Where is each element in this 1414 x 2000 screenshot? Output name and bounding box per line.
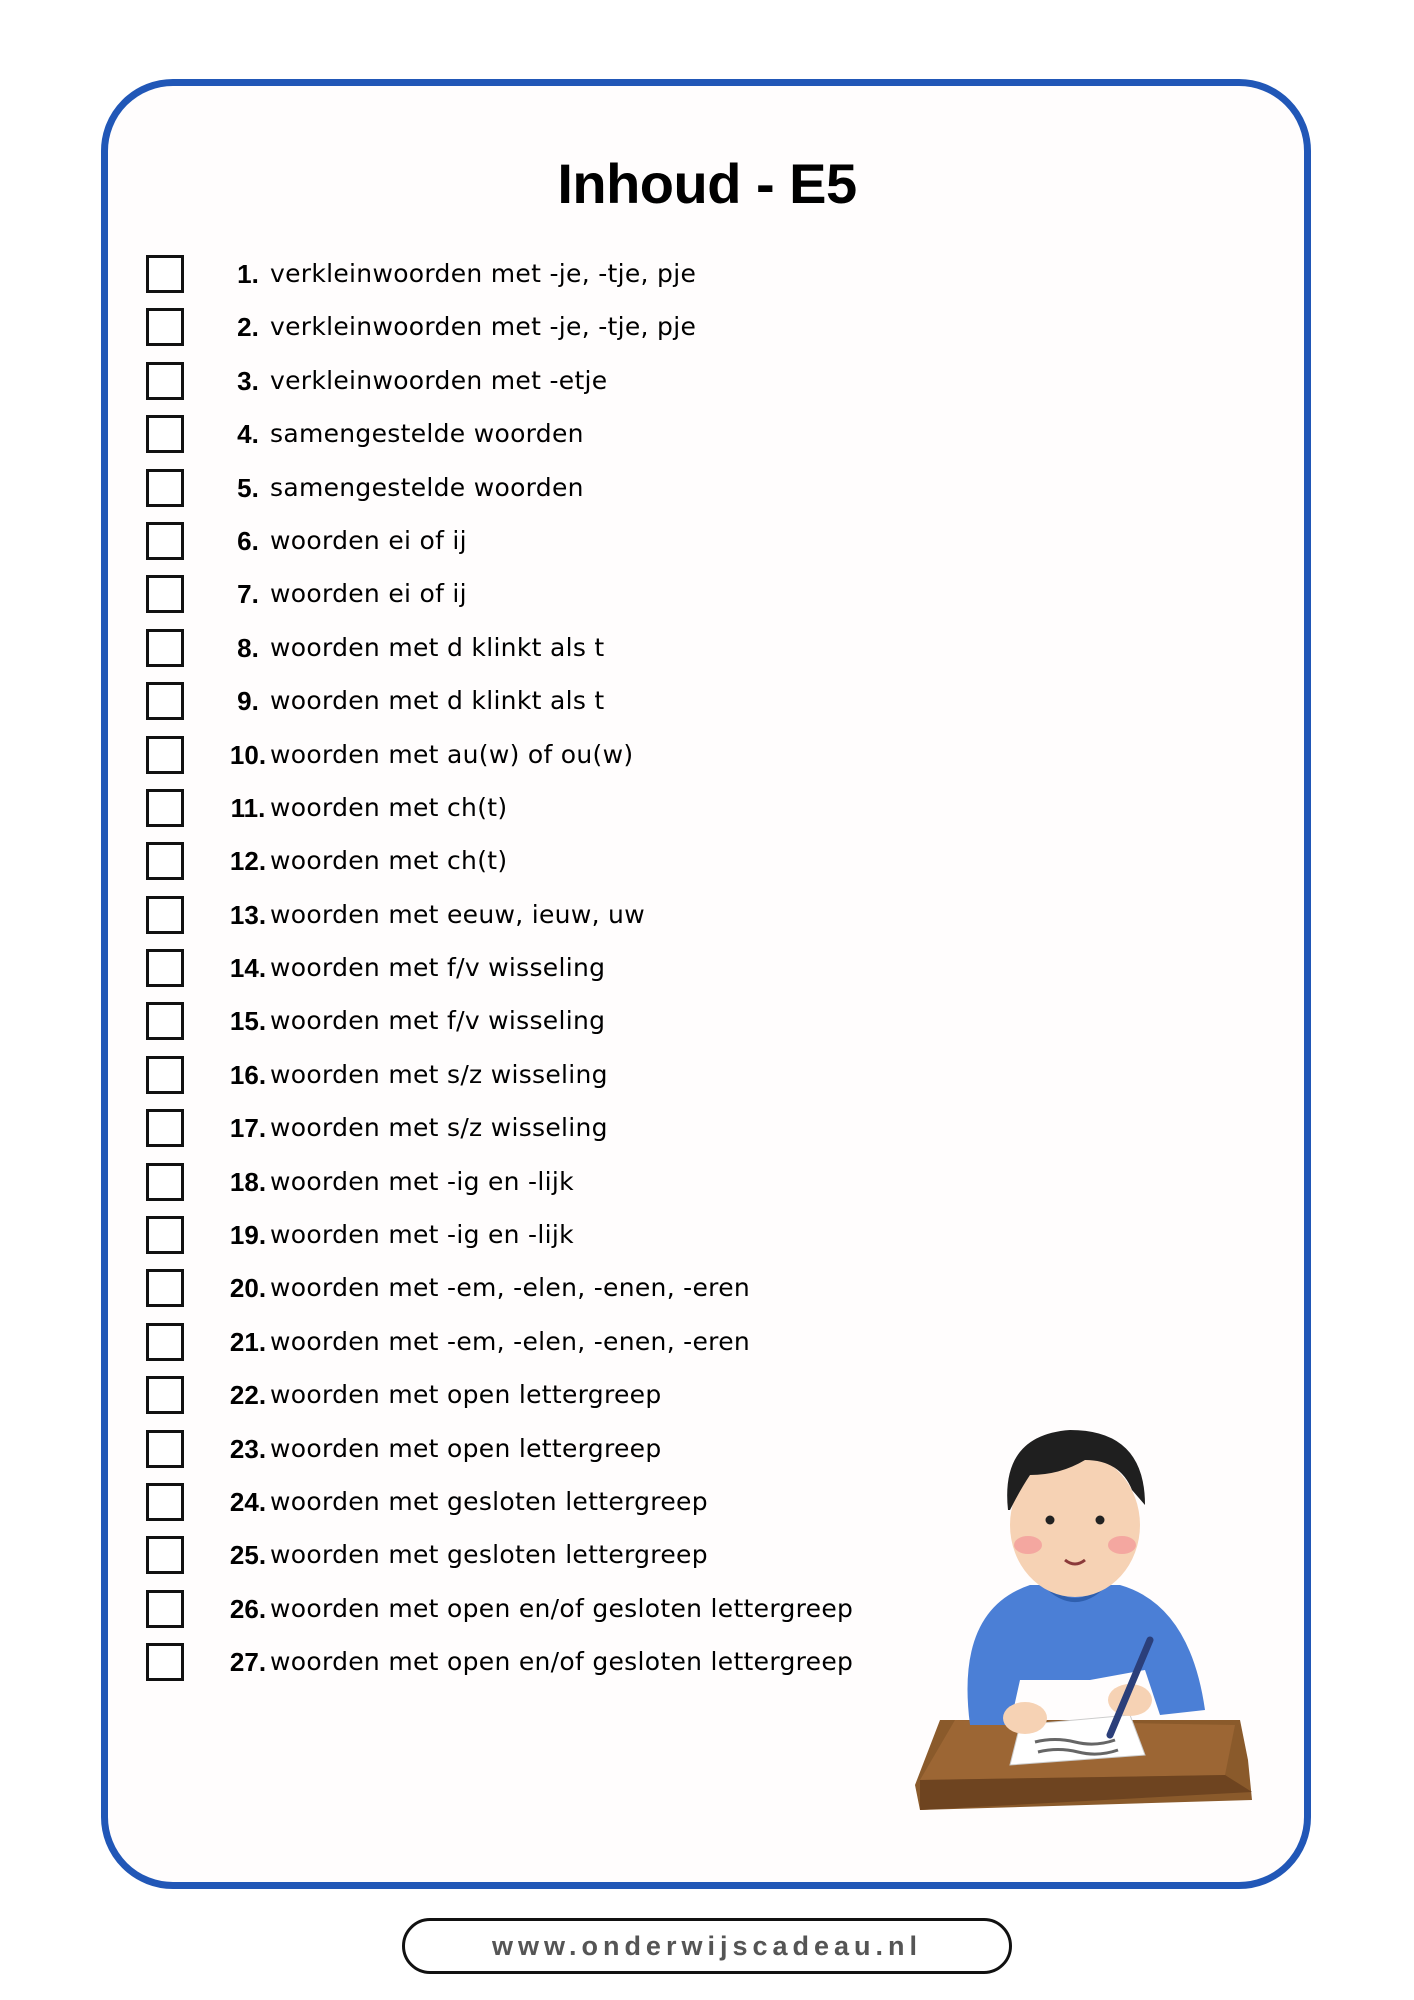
checkbox[interactable] xyxy=(146,415,184,453)
item-number: 19. xyxy=(229,1220,267,1251)
item-label: woorden met au(w) of ou(w) xyxy=(270,739,634,769)
item-number: 16. xyxy=(229,1059,267,1090)
item-number: 21. xyxy=(229,1326,267,1357)
checkbox[interactable] xyxy=(146,575,184,613)
item-label: woorden met open en/of gesloten lettergreep xyxy=(270,1647,854,1677)
checkbox[interactable] xyxy=(146,308,184,346)
item-number: 17. xyxy=(229,1113,267,1144)
item-number: 2. xyxy=(237,312,259,343)
item-number: 5. xyxy=(237,472,259,503)
item-number: 6. xyxy=(237,525,259,556)
item-number: 25. xyxy=(229,1540,267,1571)
checkbox[interactable] xyxy=(146,736,184,774)
item-label: woorden met d klinkt als t xyxy=(270,686,605,716)
footer-website[interactable]: www.onderwijscadeau.nl xyxy=(402,1918,1012,1974)
item-label: woorden met ch(t) xyxy=(270,792,508,822)
item-number: 3. xyxy=(237,365,259,396)
checkbox[interactable] xyxy=(146,949,184,987)
item-number: 1. xyxy=(237,259,259,289)
checkbox[interactable] xyxy=(146,629,184,667)
checkbox[interactable] xyxy=(146,362,184,400)
item-label: woorden ei of ij xyxy=(270,525,467,555)
item-label: woorden met -ig en -lijk xyxy=(270,1220,574,1250)
checkbox[interactable] xyxy=(146,255,184,293)
checkbox[interactable] xyxy=(146,1536,184,1574)
checkbox[interactable] xyxy=(146,789,184,827)
item-label: woorden met f/v wisseling xyxy=(270,953,606,983)
item-label: woorden met gesloten lettergreep xyxy=(270,1540,708,1570)
item-number: 23. xyxy=(229,1433,267,1464)
checkbox[interactable] xyxy=(146,1323,184,1361)
boy-writing-at-desk-icon xyxy=(860,1380,1260,1840)
item-label: woorden met open en/of gesloten lettergreep xyxy=(270,1593,854,1623)
item-number: 4. xyxy=(237,419,259,450)
item-number: 15. xyxy=(229,1006,267,1037)
checkbox[interactable] xyxy=(146,1643,184,1681)
item-label: woorden met open lettergreep xyxy=(270,1380,662,1410)
checkbox[interactable] xyxy=(146,1216,184,1254)
item-number: 22. xyxy=(229,1380,267,1411)
item-label: verkleinwoorden met -je, -tje, pje xyxy=(270,312,697,342)
item-label: woorden met ch(t) xyxy=(270,846,508,876)
item-label: verkleinwoorden met -je, -tje, pje xyxy=(270,259,697,288)
checkbox[interactable] xyxy=(146,1109,184,1147)
item-number: 20. xyxy=(229,1273,267,1304)
item-label: woorden met open lettergreep xyxy=(270,1433,662,1463)
item-number: 7. xyxy=(237,579,259,610)
item-label: woorden met f/v wisseling xyxy=(270,1006,606,1036)
item-label: woorden met eeuw, ieuw, uw xyxy=(270,899,645,929)
checkbox[interactable] xyxy=(146,682,184,720)
item-number: 9. xyxy=(237,686,259,717)
checkbox[interactable] xyxy=(146,1056,184,1094)
item-label: woorden met -ig en -lijk xyxy=(270,1166,574,1196)
checkbox[interactable] xyxy=(146,522,184,560)
item-number: 8. xyxy=(237,632,259,663)
item-number: 18. xyxy=(229,1166,267,1197)
checkbox[interactable] xyxy=(146,1376,184,1414)
checkbox[interactable] xyxy=(146,1002,184,1040)
checkbox[interactable] xyxy=(146,1163,184,1201)
checkbox[interactable] xyxy=(146,896,184,934)
item-label: woorden met s/z wisseling xyxy=(270,1059,608,1089)
checkbox[interactable] xyxy=(146,469,184,507)
page-title: Inhoud - E5 xyxy=(557,152,857,215)
item-label: woorden met d klinkt als t xyxy=(270,632,605,662)
item-number: 11. xyxy=(230,792,266,823)
item-label: samengestelde woorden xyxy=(270,419,584,449)
checkbox[interactable] xyxy=(146,842,184,880)
item-number: 14. xyxy=(229,953,267,984)
checkbox[interactable] xyxy=(146,1269,184,1307)
item-number: 24. xyxy=(229,1486,267,1517)
checkbox[interactable] xyxy=(146,1430,184,1468)
item-label: samengestelde woorden xyxy=(270,472,584,502)
item-number: 10. xyxy=(229,739,267,770)
checkbox[interactable] xyxy=(146,1483,184,1521)
item-label: woorden met -em, -elen, -enen, -eren xyxy=(270,1326,751,1356)
item-label: woorden met -em, -elen, -enen, -eren xyxy=(270,1273,751,1303)
item-label: woorden met gesloten lettergreep xyxy=(270,1486,708,1516)
item-label: woorden met s/z wisseling xyxy=(270,1113,608,1143)
item-number: 27. xyxy=(229,1647,267,1678)
item-number: 12. xyxy=(229,846,267,877)
item-label: verkleinwoorden met -etje xyxy=(270,365,608,395)
checkbox[interactable] xyxy=(146,1590,184,1628)
item-label: woorden ei of ij xyxy=(270,579,467,609)
item-number: 13. xyxy=(229,899,267,930)
item-number: 26. xyxy=(229,1593,267,1624)
